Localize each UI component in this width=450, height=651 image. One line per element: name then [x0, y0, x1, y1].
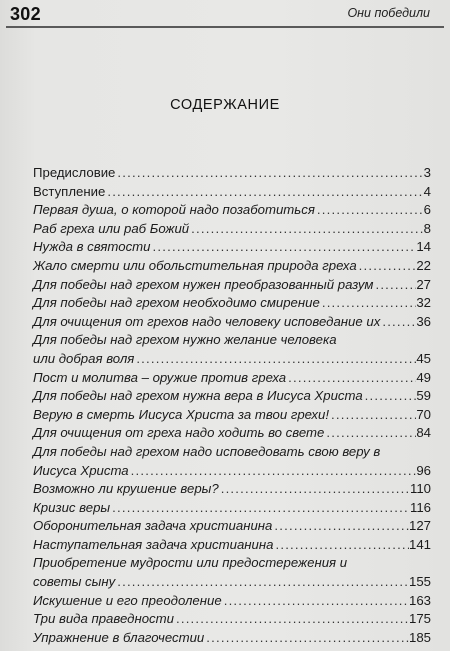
- toc-leader-dots: [273, 536, 409, 555]
- toc-entry-title: Для победы над грехом необходимо смирение: [33, 295, 320, 311]
- toc-entry-title: Вступление: [33, 183, 106, 199]
- toc-leader-dots: [380, 313, 416, 332]
- running-head: Они победили: [347, 6, 430, 20]
- toc-entry-title: Для победы над грехом нужен преобразованный разум: [33, 276, 374, 292]
- toc-leader-dots: [357, 257, 417, 276]
- toc-entry-title: Первая душа, о которой надо позаботиться: [33, 202, 315, 218]
- toc-entry-page: 116: [409, 499, 431, 515]
- toc-entry: [33, 554, 431, 573]
- toc-entry-title: Наступательная задача христианина: [33, 536, 274, 552]
- toc-entry-page: 49: [416, 369, 431, 385]
- toc-entry: [33, 406, 431, 425]
- toc-leader-dots: [174, 610, 409, 629]
- toc-entry-title: Раб греха или раб Божий: [33, 220, 190, 236]
- toc-entry-page: 163: [408, 592, 431, 608]
- toc-entry: [33, 499, 431, 518]
- toc-entry-page: 84: [416, 425, 431, 441]
- toc-entry-page: 22: [416, 257, 431, 273]
- toc-leader-dots: [329, 406, 416, 425]
- toc-entry-title: Иисуса Христа: [33, 462, 129, 478]
- toc-entry-page: 70: [416, 406, 431, 422]
- toc-entry: [33, 610, 431, 629]
- toc-entry-page: 36: [416, 313, 431, 329]
- toc-entry-title: Для очищения от грехов надо человеку исповедание их: [33, 313, 381, 329]
- toc-entry: [33, 257, 431, 276]
- toc-entry: [33, 517, 431, 536]
- toc-entry-title: Пост и молитва – оружие против греха: [33, 369, 287, 385]
- toc-entry-title: Предисловие: [33, 165, 116, 180]
- toc-entry: [33, 238, 431, 257]
- toc-entry-page: 141: [408, 536, 431, 552]
- toc-entry: [33, 387, 431, 406]
- toc-entry: [33, 573, 431, 592]
- toc-leader-dots: [204, 629, 409, 648]
- toc-entry-page: 127: [408, 518, 431, 534]
- toc-entry: [33, 480, 431, 499]
- toc-leader-dots: [315, 201, 424, 220]
- toc-entry-title: Верую в смерть Иисуса Христа за твои грехи!: [33, 406, 330, 422]
- toc-entry: [33, 313, 431, 332]
- toc-leader-dots: [320, 294, 417, 313]
- table-of-contents: [33, 164, 431, 647]
- toc-entry-title: Искушение и его преодоление: [33, 592, 222, 608]
- toc-entry: [33, 183, 431, 202]
- toc-entry: [33, 369, 431, 388]
- toc-leader-dots: [115, 573, 409, 592]
- toc-entry-title: Для победы над грехом надо исповедовать свою веру в: [33, 443, 381, 459]
- toc-entry-title: Приобретение мудрости или предостережения и: [33, 555, 348, 571]
- toc-entry: [33, 629, 431, 648]
- toc-entry: [33, 424, 431, 443]
- page-number: 302: [10, 4, 41, 24]
- toc-entry: [33, 592, 431, 611]
- toc-entry-page: 4: [423, 183, 431, 199]
- toc-entry-page: 8: [423, 220, 431, 236]
- toc-entry-page: 3: [423, 165, 431, 180]
- toc-entry-title: Три вида праведности: [33, 611, 174, 627]
- toc-leader-dots: [115, 164, 423, 183]
- toc-entry: [33, 164, 431, 183]
- header-rule: [6, 26, 444, 28]
- toc-entry-title: Упражнение в благочестии: [33, 629, 205, 645]
- toc-entry-page: 110: [409, 481, 431, 497]
- toc-entry-page: 185: [408, 629, 431, 645]
- toc-leader-dots: [105, 183, 423, 202]
- toc-entry-page: 14: [416, 239, 431, 255]
- toc-entry-title: Кризис веры: [33, 499, 111, 515]
- toc-entry-page: 59: [416, 388, 431, 404]
- toc-entry: [33, 331, 431, 350]
- toc-entry-title: Для очищения от греха надо ходить во свете: [33, 425, 325, 441]
- toc-leader-dots: [110, 499, 410, 518]
- toc-entry-title: Возможно ли крушение веры?: [33, 481, 219, 497]
- toc-leader-dots: [363, 387, 417, 406]
- toc-entry-title: Жало смерти или обольстительная природа греха: [33, 257, 357, 273]
- toc-entry-title: советы сыну: [33, 574, 116, 590]
- page-header: [0, 0, 450, 30]
- toc-leader-dots: [189, 220, 424, 239]
- toc-entry: [33, 462, 431, 481]
- toc-entry-page: 175: [408, 611, 431, 627]
- toc-leader-dots: [324, 424, 416, 443]
- toc-entry-page: 96: [416, 462, 431, 478]
- toc-entry-title: Нужда в святости: [33, 239, 151, 255]
- toc-entry: [33, 536, 431, 555]
- toc-entry: [33, 201, 431, 220]
- toc-entry-page: 6: [423, 202, 431, 218]
- toc-leader-dots: [222, 592, 409, 611]
- toc-entry: [33, 220, 431, 239]
- toc-leader-dots: [151, 238, 417, 257]
- toc-entry-title: Оборонительная задача христианина: [33, 518, 273, 534]
- toc-leader-dots: [219, 480, 410, 499]
- toc-leader-dots: [286, 369, 416, 388]
- toc-leader-dots: [129, 462, 417, 481]
- toc-entry: [33, 443, 431, 462]
- toc-leader-dots: [134, 350, 416, 369]
- toc-entry: [33, 350, 431, 369]
- toc-leader-dots: [373, 276, 416, 295]
- toc-leader-dots: [272, 517, 409, 536]
- toc-entry-title: Для победы над грехом нужна вера в Иисуса Христа: [33, 388, 363, 404]
- toc-entry-page: 45: [416, 350, 431, 366]
- toc-entry: [33, 294, 431, 313]
- toc-entry-title: Для победы над грехом нужно желание человека: [33, 332, 337, 348]
- toc-entry-page: 27: [416, 276, 431, 292]
- toc-entry-page: 155: [408, 574, 431, 590]
- toc-title: СОДЕРЖАНИЕ: [170, 97, 280, 113]
- toc-entry-page: 32: [416, 295, 431, 311]
- toc-entry: [33, 276, 431, 295]
- toc-entry-title: или добрая воля: [33, 350, 135, 366]
